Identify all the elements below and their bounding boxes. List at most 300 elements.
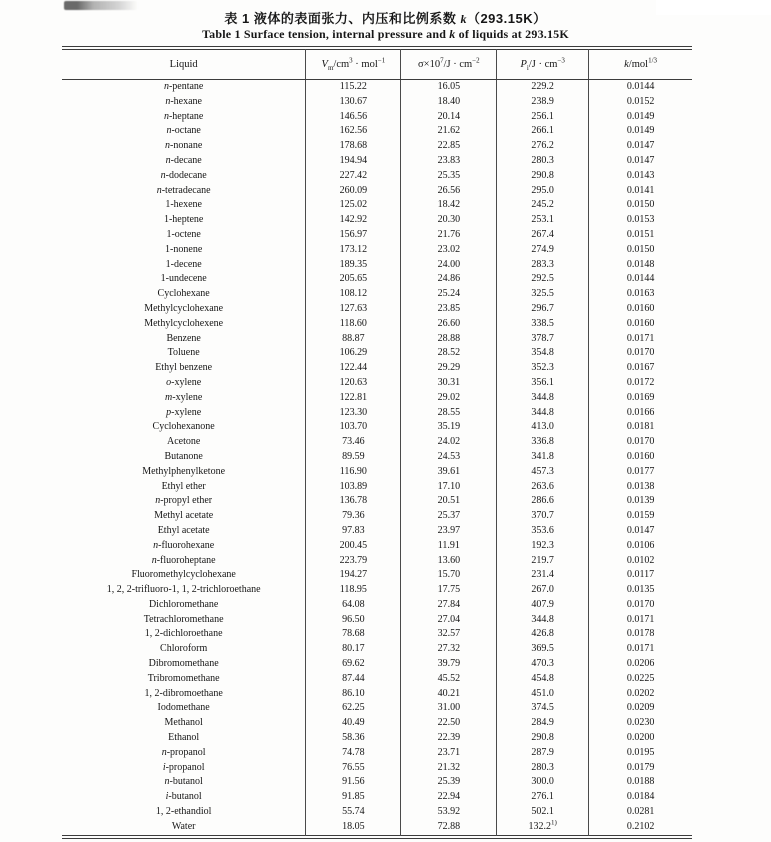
k-value: 0.0206 xyxy=(626,658,655,670)
table-row xyxy=(62,169,692,184)
k-value: 0.0160 xyxy=(626,302,655,314)
table-row xyxy=(62,184,692,199)
surface-tension-value: 53.92 xyxy=(401,805,497,820)
molar-volume-value: 194.27 xyxy=(306,568,401,583)
table-row xyxy=(62,346,692,361)
surface-tension-value: 29.29 xyxy=(401,361,497,376)
title-zh-k-symbol: k xyxy=(460,12,467,26)
liquid-name: Chloroform xyxy=(62,642,306,657)
molar-volume-value: 162.56 xyxy=(306,124,401,139)
table-body xyxy=(62,80,692,836)
p-subscript: i xyxy=(526,64,529,73)
k-value: 0.0170 xyxy=(626,436,655,448)
k-value: 0.0147 xyxy=(626,154,655,166)
surface-tension-value: 28.55 xyxy=(401,406,497,421)
k-value: 0.0117 xyxy=(627,569,655,581)
surface-tension-value: 17.75 xyxy=(401,583,497,598)
k-value: 0.0144 xyxy=(626,81,655,92)
table-row xyxy=(62,642,692,657)
table-row xyxy=(62,598,692,613)
internal-pressure-value: 470.3 xyxy=(497,657,589,672)
internal-pressure-value: 325.5 xyxy=(497,287,589,302)
liquid-name: 1-heptene xyxy=(62,213,306,228)
internal-pressure-value: 374.5 xyxy=(497,701,589,716)
internal-pressure-value: 238.9 xyxy=(497,95,589,110)
table-row xyxy=(62,687,692,702)
surface-tension-value: 24.02 xyxy=(401,435,497,450)
internal-pressure-value: 192.3 xyxy=(497,539,589,554)
k-value: 0.0106 xyxy=(626,539,655,551)
table-row xyxy=(62,420,692,435)
p-symbol: P xyxy=(520,59,527,70)
molar-volume-value: 115.22 xyxy=(306,80,401,95)
liquid-name: Benzene xyxy=(62,332,306,347)
molar-volume-value: 64.08 xyxy=(306,598,401,613)
k-value: 0.0170 xyxy=(626,347,655,359)
surface-tension-value: 20.30 xyxy=(401,213,497,228)
title-en-temp: of liquids at 293.15K xyxy=(455,27,569,41)
surface-tension-value: 22.39 xyxy=(401,731,497,746)
table-row xyxy=(62,80,692,95)
molar-volume-value: 136.78 xyxy=(306,494,401,509)
surface-tension-value: 21.62 xyxy=(401,124,497,139)
liquid-name: Methylphenylketone xyxy=(62,465,306,480)
molar-volume-value: 227.42 xyxy=(306,169,401,184)
sigma-symbol: σ×10 xyxy=(418,59,441,70)
liquid-name: 1, 2-dichloroethane xyxy=(62,627,306,642)
molar-volume-value: 103.70 xyxy=(306,420,401,435)
liquid-name: n-propanol xyxy=(62,746,306,761)
molar-volume-value: 260.09 xyxy=(306,184,401,199)
molar-volume-value: 118.60 xyxy=(306,317,401,332)
internal-pressure-value: 352.3 xyxy=(497,361,589,376)
k-value: 0.0171 xyxy=(626,643,655,655)
surface-tension-value: 22.50 xyxy=(401,716,497,731)
k-value: 0.0188 xyxy=(626,776,655,788)
liquid-name: Ethyl benzene xyxy=(62,361,306,376)
molar-volume-value: 40.49 xyxy=(306,716,401,731)
surface-tension-value: 40.21 xyxy=(401,687,497,702)
footnote-marker: 1) xyxy=(551,819,557,827)
internal-pressure-value: 356.1 xyxy=(497,376,589,391)
liquid-name: Cyclohexanone xyxy=(62,420,306,435)
internal-pressure-value: 256.1 xyxy=(497,110,589,125)
molar-volume-value: 91.56 xyxy=(306,775,401,790)
surface-tension-value: 21.32 xyxy=(401,761,497,776)
surface-tension-value: 23.97 xyxy=(401,524,497,539)
surface-tension-value: 72.88 xyxy=(401,820,497,835)
internal-pressure-value: 280.3 xyxy=(497,154,589,169)
k-unit: /mol xyxy=(628,59,649,70)
liquid-name: Methyl acetate xyxy=(62,509,306,524)
liquid-name: n-nonane xyxy=(62,139,306,154)
surface-tension-value: 27.32 xyxy=(401,642,497,657)
vm-sup1: 3 xyxy=(349,56,353,65)
liquids-table xyxy=(62,49,692,836)
internal-pressure-value: 284.9 xyxy=(497,716,589,731)
table-title-zh xyxy=(0,8,771,27)
molar-volume-value: 205.65 xyxy=(306,272,401,287)
molar-volume-value: 178.68 xyxy=(306,139,401,154)
liquid-name: Iodomethane xyxy=(62,701,306,716)
table-row xyxy=(62,701,692,716)
liquid-name: Water xyxy=(62,820,306,835)
internal-pressure-value: 454.8 xyxy=(497,672,589,687)
molar-volume-value: 106.29 xyxy=(306,346,401,361)
table-row xyxy=(62,539,692,554)
k-value: 0.0152 xyxy=(626,95,655,107)
internal-pressure-value: 290.8 xyxy=(497,731,589,746)
internal-pressure-value: 338.5 xyxy=(497,317,589,332)
liquid-name: 1-hexene xyxy=(62,198,306,213)
internal-pressure-value: 451.0 xyxy=(497,687,589,702)
surface-tension-value: 25.24 xyxy=(401,287,497,302)
k-value: 0.0230 xyxy=(626,717,655,729)
table-row xyxy=(62,450,692,465)
surface-tension-value: 15.70 xyxy=(401,568,497,583)
table-row xyxy=(62,761,692,776)
k-symbol: k xyxy=(624,59,629,70)
molar-volume-value: 78.68 xyxy=(306,627,401,642)
molar-volume-value: 89.59 xyxy=(306,450,401,465)
internal-pressure-value: 286.6 xyxy=(497,494,589,509)
k-value: 0.0225 xyxy=(626,672,655,684)
molar-volume-value: 130.67 xyxy=(306,95,401,110)
col-header-liquid: Liquid xyxy=(62,50,306,80)
molar-volume-value: 194.94 xyxy=(306,154,401,169)
k-value: 0.0147 xyxy=(626,140,655,152)
liquid-name: 1-undecene xyxy=(62,272,306,287)
table-row xyxy=(62,95,692,110)
table-row xyxy=(62,731,692,746)
internal-pressure-value: 276.2 xyxy=(497,139,589,154)
k-value: 0.0150 xyxy=(626,199,655,211)
liquid-name: n-dodecane xyxy=(62,169,306,184)
internal-pressure-value: 353.6 xyxy=(497,524,589,539)
internal-pressure-value: 266.1 xyxy=(497,124,589,139)
table-row xyxy=(62,480,692,495)
title-zh-temp: （293.15K） xyxy=(466,11,547,26)
liquid-name: n-fluorohexane xyxy=(62,539,306,554)
liquid-name: Dibromomethane xyxy=(62,657,306,672)
table-row xyxy=(62,790,692,805)
table-row xyxy=(62,198,692,213)
table-row xyxy=(62,302,692,317)
internal-pressure-value: 413.0 xyxy=(497,420,589,435)
surface-tension-value: 24.53 xyxy=(401,450,497,465)
k-value: 0.0160 xyxy=(626,317,655,329)
k-value: 0.0135 xyxy=(626,584,655,596)
molar-volume-value: 97.83 xyxy=(306,524,401,539)
internal-pressure-value: 263.6 xyxy=(497,480,589,495)
liquid-name: i-propanol xyxy=(62,761,306,776)
k-value: 0.0148 xyxy=(626,258,655,270)
internal-pressure-value: 287.9 xyxy=(497,746,589,761)
internal-pressure-value: 231.4 xyxy=(497,568,589,583)
table-row xyxy=(62,509,692,524)
p-sup1: −3 xyxy=(557,56,565,65)
surface-tension-value: 22.85 xyxy=(401,139,497,154)
table-row xyxy=(62,272,692,287)
k-value: 0.0167 xyxy=(626,362,655,374)
liquid-name: n-heptane xyxy=(62,110,306,125)
molar-volume-value: 146.56 xyxy=(306,110,401,125)
title-zh-text: 表 1 液体的表面张力、内压和比例系数 xyxy=(224,11,461,26)
surface-tension-value: 23.02 xyxy=(401,243,497,258)
surface-tension-value: 24.86 xyxy=(401,272,497,287)
molar-volume-value: 123.30 xyxy=(306,406,401,421)
table-row xyxy=(62,154,692,169)
surface-tension-value: 23.83 xyxy=(401,154,497,169)
liquid-name: 1-decene xyxy=(62,258,306,273)
k-value: 0.0195 xyxy=(626,746,655,758)
liquid-name: Ethyl acetate xyxy=(62,524,306,539)
liquid-name: n-propyl ether xyxy=(62,494,306,509)
internal-pressure-value: 502.1 xyxy=(497,805,589,820)
liquid-name: Tetrachloromethane xyxy=(62,613,306,628)
liquid-name: Ethanol xyxy=(62,731,306,746)
surface-tension-value: 27.04 xyxy=(401,613,497,628)
vm-sup2: −1 xyxy=(377,56,386,65)
vm-unit: /cm xyxy=(333,59,350,70)
internal-pressure-value: 341.8 xyxy=(497,450,589,465)
k-value: 0.0171 xyxy=(626,332,655,344)
k-value: 0.0177 xyxy=(626,465,655,477)
surface-tension-value: 21.76 xyxy=(401,228,497,243)
k-sup1: 1/3 xyxy=(648,56,658,65)
k-value: 0.2102 xyxy=(626,820,655,832)
table-row xyxy=(62,657,692,672)
internal-pressure-value: 253.1 xyxy=(497,213,589,228)
molar-volume-value: 108.12 xyxy=(306,287,401,302)
liquid-name: n-tetradecane xyxy=(62,184,306,199)
internal-pressure-value: 132.2$^{1)}$ xyxy=(497,820,589,835)
table-row xyxy=(62,613,692,628)
molar-volume-value: 122.44 xyxy=(306,361,401,376)
molar-volume-value: 91.85 xyxy=(306,790,401,805)
liquid-name: Acetone xyxy=(62,435,306,450)
internal-pressure-value: 457.3 xyxy=(497,465,589,480)
surface-tension-value: 20.51 xyxy=(401,494,497,509)
table-row xyxy=(62,139,692,154)
liquid-name: Methylcyclohexene xyxy=(62,317,306,332)
molar-volume-value: 96.50 xyxy=(306,613,401,628)
surface-tension-value: 23.71 xyxy=(401,746,497,761)
k-value: 0.0169 xyxy=(626,391,655,403)
liquid-name: o-xylene xyxy=(62,376,306,391)
molar-volume-value: 74.78 xyxy=(306,746,401,761)
surface-tension-value: 29.02 xyxy=(401,391,497,406)
table-row xyxy=(62,332,692,347)
liquid-name: n-octane xyxy=(62,124,306,139)
liquid-name: Cyclohexane xyxy=(62,287,306,302)
k-value: 0.0160 xyxy=(626,450,655,462)
table-row xyxy=(62,554,692,569)
vm-symbol: V xyxy=(321,59,328,70)
molar-volume-value: 125.02 xyxy=(306,198,401,213)
molar-volume-value: 80.17 xyxy=(306,642,401,657)
surface-tension-value: 28.88 xyxy=(401,332,497,347)
molar-volume-value: 120.63 xyxy=(306,376,401,391)
table-row xyxy=(62,716,692,731)
molar-volume-value: 223.79 xyxy=(306,554,401,569)
table-row xyxy=(62,805,692,820)
vm-unit2: · mol xyxy=(352,59,378,70)
internal-pressure-value: 283.3 xyxy=(497,258,589,273)
internal-pressure-value: 407.9 xyxy=(497,598,589,613)
liquid-name: n-fluoroheptane xyxy=(62,554,306,569)
surface-tension-value: 45.52 xyxy=(401,672,497,687)
liquid-name: 1, 2, 2-trifluoro-1, 1, 2-trichloroethane xyxy=(62,583,306,598)
k-value: 0.0147 xyxy=(626,524,655,536)
sigma-sup1: 7 xyxy=(440,56,444,65)
k-value: 0.0281 xyxy=(626,806,655,818)
liquid-name: 1-octene xyxy=(62,228,306,243)
k-value: 0.0150 xyxy=(626,243,655,255)
internal-pressure-value: 344.8 xyxy=(497,406,589,421)
surface-tension-value: 26.56 xyxy=(401,184,497,199)
k-value: 0.0141 xyxy=(626,184,655,196)
liquid-name: Methanol xyxy=(62,716,306,731)
molar-volume-value: 18.05 xyxy=(306,820,401,835)
liquid-name: Methylcyclohexane xyxy=(62,302,306,317)
internal-pressure-value: 378.7 xyxy=(497,332,589,347)
surface-tension-value: 25.35 xyxy=(401,169,497,184)
k-value: 0.0138 xyxy=(626,480,655,492)
header-row xyxy=(62,50,692,80)
table-row xyxy=(62,583,692,598)
liquid-name: Fluoromethylcyclohexane xyxy=(62,568,306,583)
liquid-name: Ethyl ether xyxy=(62,480,306,495)
col-header-surface-tension xyxy=(401,50,497,80)
molar-volume-value: 142.92 xyxy=(306,213,401,228)
k-value: 0.0202 xyxy=(626,687,655,699)
internal-pressure-value: 280.3 xyxy=(497,761,589,776)
k-value: 0.0209 xyxy=(626,702,655,714)
surface-tension-value: 22.94 xyxy=(401,790,497,805)
molar-volume-value: 62.25 xyxy=(306,701,401,716)
k-value: 0.0172 xyxy=(626,376,655,388)
internal-pressure-value: 292.5 xyxy=(497,272,589,287)
liquid-name: 1, 2-ethandiol xyxy=(62,805,306,820)
internal-pressure-value: 296.7 xyxy=(497,302,589,317)
surface-tension-value: 17.10 xyxy=(401,480,497,495)
table-row xyxy=(62,124,692,139)
k-value: 0.0151 xyxy=(626,228,655,240)
table-row xyxy=(62,361,692,376)
surface-tension-value: 32.57 xyxy=(401,627,497,642)
liquid-name: n-hexane xyxy=(62,95,306,110)
k-value: 0.0181 xyxy=(626,421,655,433)
table-row xyxy=(62,494,692,509)
surface-tension-value: 11.91 xyxy=(401,539,497,554)
k-value: 0.0143 xyxy=(626,169,655,181)
liquid-name: Toluene xyxy=(62,346,306,361)
col-header-internal-pressure xyxy=(497,50,589,80)
internal-pressure-value: 354.8 xyxy=(497,346,589,361)
surface-tension-value: 18.40 xyxy=(401,95,497,110)
surface-tension-value: 20.14 xyxy=(401,110,497,125)
table-row xyxy=(62,110,692,125)
liquid-name: n-butanol xyxy=(62,775,306,790)
table-row xyxy=(62,391,692,406)
molar-volume-value: 69.62 xyxy=(306,657,401,672)
k-value: 0.0179 xyxy=(626,761,655,773)
sigma-sup2: −2 xyxy=(472,56,480,65)
table-row xyxy=(62,287,692,302)
k-value: 0.0178 xyxy=(626,628,655,640)
table-row xyxy=(62,376,692,391)
surface-tension-value: 24.00 xyxy=(401,258,497,273)
surface-tension-value: 13.60 xyxy=(401,554,497,569)
k-value: 0.0170 xyxy=(626,598,655,610)
surface-tension-value: 30.31 xyxy=(401,376,497,391)
liquid-name: p-xylene xyxy=(62,406,306,421)
k-value: 0.0144 xyxy=(626,273,655,285)
liquid-name: n-decane xyxy=(62,154,306,169)
liquid-name: m-xylene xyxy=(62,391,306,406)
liquid-name: 1, 2-dibromoethane xyxy=(62,687,306,702)
surface-tension-value: 31.00 xyxy=(401,701,497,716)
internal-pressure-value: 229.2 xyxy=(497,80,589,95)
liquids-table-wrap xyxy=(62,46,692,839)
liquid-name: Dichloromethane xyxy=(62,598,306,613)
internal-pressure-value: 370.7 xyxy=(497,509,589,524)
table-row xyxy=(62,317,692,332)
k-value: 0.0102 xyxy=(626,554,655,566)
title-en-k-symbol: k xyxy=(449,27,456,41)
liquid-name: i-butanol xyxy=(62,790,306,805)
k-value: 0.0200 xyxy=(626,732,655,744)
k-value: 0.0159 xyxy=(626,510,655,522)
k-value: 0.0163 xyxy=(626,288,655,300)
col-header-k-coefficient xyxy=(589,50,692,80)
table-title-en xyxy=(0,27,771,42)
liquid-name: Tribromomethane xyxy=(62,672,306,687)
surface-tension-value: 18.42 xyxy=(401,198,497,213)
table-row xyxy=(62,258,692,273)
internal-pressure-value: 369.5 xyxy=(497,642,589,657)
table-row xyxy=(62,627,692,642)
surface-tension-value: 39.79 xyxy=(401,657,497,672)
molar-volume-value: 88.87 xyxy=(306,332,401,347)
internal-pressure-value: 336.8 xyxy=(497,435,589,450)
k-value: 0.0171 xyxy=(626,613,655,625)
molar-volume-value: 200.45 xyxy=(306,539,401,554)
molar-volume-value: 55.74 xyxy=(306,805,401,820)
molar-volume-value: 103.89 xyxy=(306,480,401,495)
liquid-name: Butanone xyxy=(62,450,306,465)
internal-pressure-value: 276.1 xyxy=(497,790,589,805)
surface-tension-value: 26.60 xyxy=(401,317,497,332)
table-row xyxy=(62,465,692,480)
col-header-molar-volume xyxy=(306,50,401,80)
k-value: 0.0149 xyxy=(626,125,655,137)
table-row xyxy=(62,568,692,583)
table-row xyxy=(62,524,692,539)
internal-pressure-value: 344.8 xyxy=(497,391,589,406)
k-value: 0.0166 xyxy=(626,406,655,418)
molar-volume-value: 73.46 xyxy=(306,435,401,450)
molar-volume-value: 118.95 xyxy=(306,583,401,598)
molar-volume-value: 156.97 xyxy=(306,228,401,243)
surface-tension-value: 27.84 xyxy=(401,598,497,613)
title-en-text: Table 1 Surface tension, internal pressure and xyxy=(202,27,450,41)
surface-tension-value: 25.37 xyxy=(401,509,497,524)
vm-subscript: m xyxy=(327,64,334,73)
surface-tension-value: 25.39 xyxy=(401,775,497,790)
internal-pressure-value: 344.8 xyxy=(497,613,589,628)
